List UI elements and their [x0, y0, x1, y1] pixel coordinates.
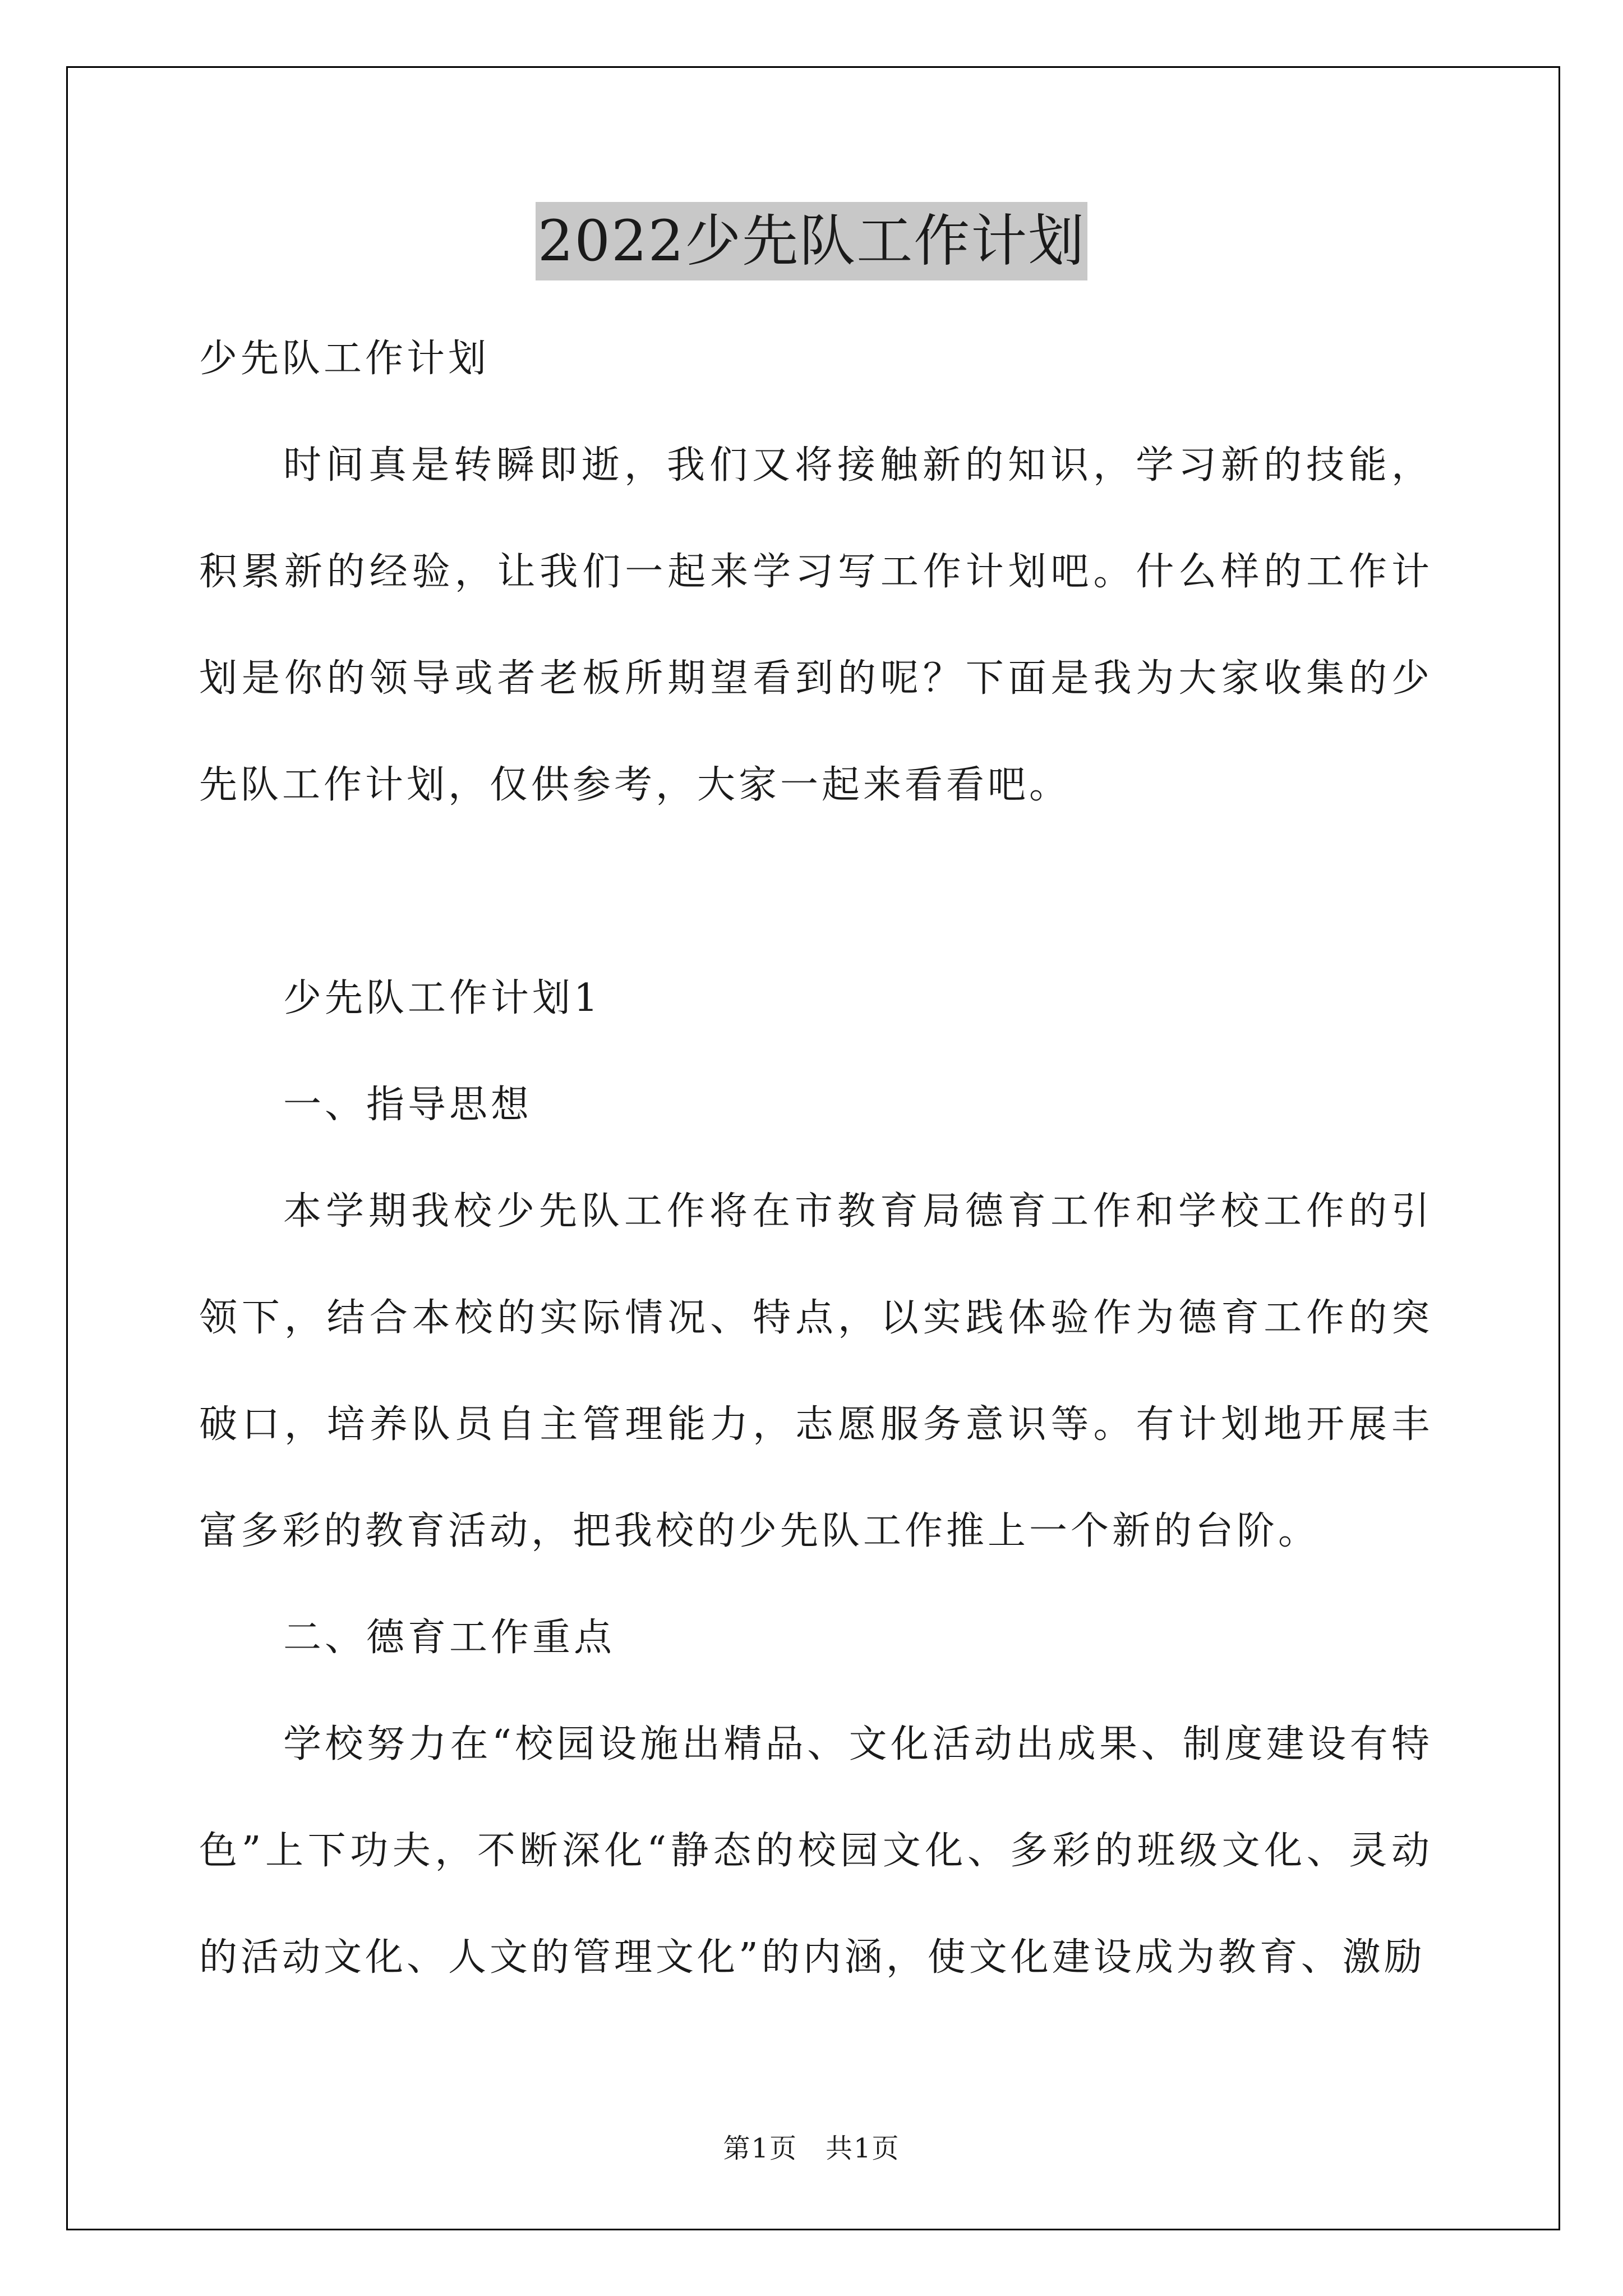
paragraph-moral-education: 学校努力在“校园设施出精品、文化活动出成果、制度建设有特色”上下功夫，不断深化“静态的校园文化、多彩的班级文化、灵动的活动文化、人文的管理文化”的内涵，使文化建设成为教育、激励 — [199, 1722, 1433, 1980]
document-title: 2022少先队工作计划 — [536, 202, 1088, 280]
paragraph-guiding-idea: 本学期我校少先队工作将在市教育局德育工作和学校工作的引领下，结合本校的实际情况、特点，以实践体验作为德育工作的突破口，培养队员自主管理能力，志愿服务意识等。有计划地开展丰富多彩的教育活动，把我校的少先队工作推上一个新的台阶。 — [199, 1189, 1433, 1553]
document-body — [199, 306, 1433, 2011]
paragraph-intro: 时间真是转瞬即逝，我们又将接触新的知识，学习新的技能，积累新的经验，让我们一起来学习写工作计划吧。什么样的工作计划是你的领导或者老板所期望看到的呢？下面是我为大家收集的少先队工作计划，仅供参考，大家一起来看看吧。 — [199, 443, 1433, 807]
paragraph-spacer — [199, 839, 1433, 945]
section-heading-moral-education: 二、德育工作重点 — [283, 1616, 616, 1660]
section-heading-guiding-idea: 一、指导思想 — [283, 1083, 533, 1127]
paragraph-subtitle: 少先队工作计划 — [199, 337, 490, 381]
section-heading-plan-1: 少先队工作计划1 — [283, 976, 602, 1020]
page-footer: 第1页 共1页 — [723, 2133, 900, 2164]
title-container — [0, 202, 1623, 280]
